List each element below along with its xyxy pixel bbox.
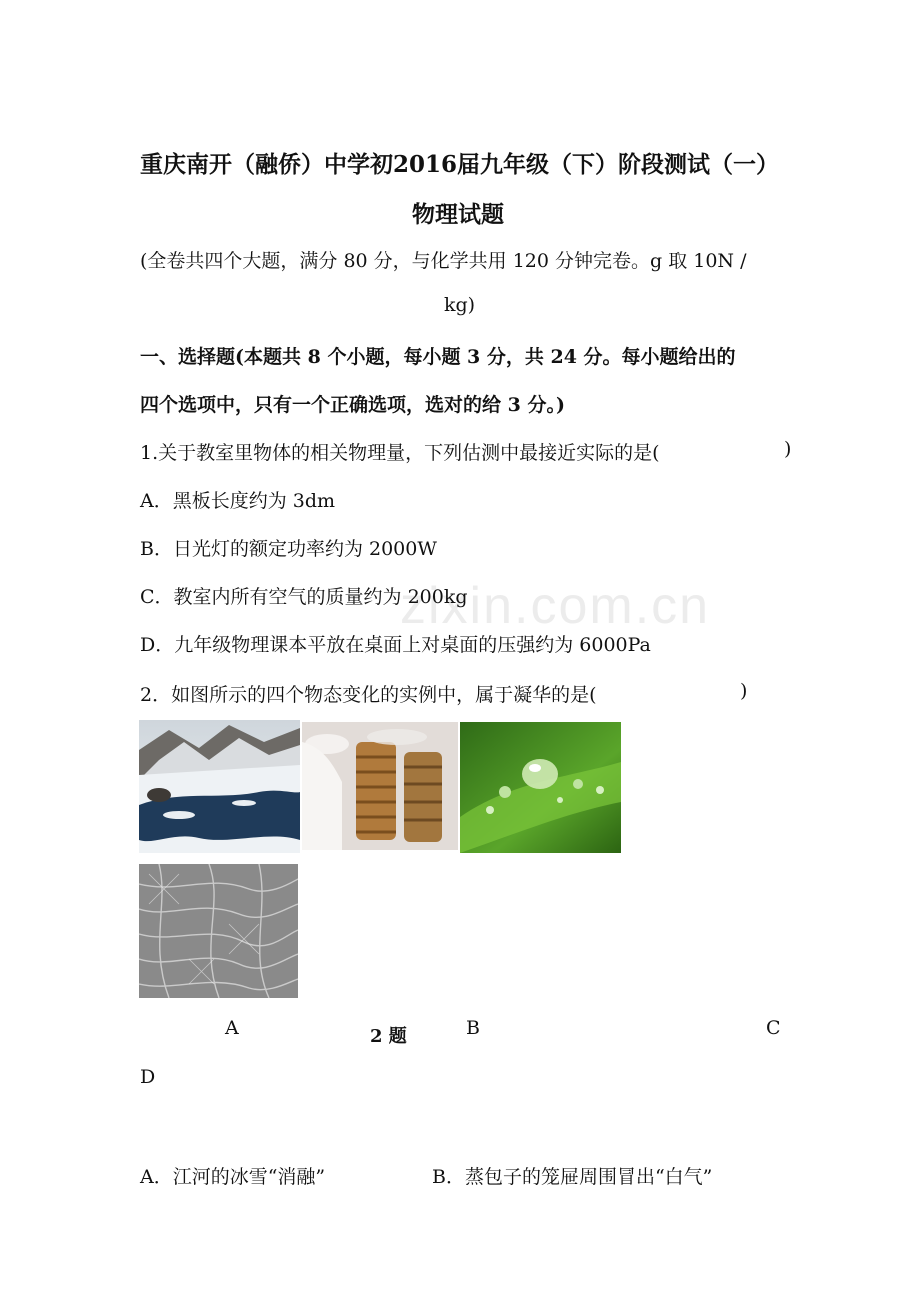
figure-label-c: C (766, 1017, 781, 1039)
photo-d-frost (139, 864, 298, 998)
q1-option-d: D．九年级物理课本平放在桌面上对桌面的压强约为 6000Pa (140, 634, 651, 656)
q2-stem-end: ) (740, 680, 748, 702)
q2-stem: 2．如图所示的四个物态变化的实例中，属于凝华的是( (140, 684, 597, 706)
exam-note-line2: kg) (444, 294, 476, 316)
watermark: zixin.com.cn (400, 577, 711, 635)
exam-note-line1: (全卷共四个大题，满分 80 分，与化学共用 120 分钟完卷。g 取 10N / (140, 250, 747, 272)
figure-label-d: D (140, 1066, 156, 1088)
doc-title: 重庆南开（融侨）中学初2016届九年级（下）阶段测试（一） (140, 151, 780, 178)
q1-option-c: C．教室内所有空气的质量约为 200kg (140, 586, 468, 608)
section-heading-line2: 四个选项中，只有一个正确选项，选对的给 3 分。) (140, 394, 565, 416)
photo-c-dew-leaf (460, 722, 621, 853)
photo-a-river-snow (139, 720, 300, 853)
q2-option-a: A．江河的冰雪“消融” (140, 1166, 326, 1188)
doc-subtitle: 物理试题 (412, 201, 504, 228)
figure-label-a: A (225, 1017, 239, 1039)
photo-b-steamer (302, 722, 458, 850)
figure-label-b: B (466, 1017, 480, 1039)
q1-stem: 1.关于教室里物体的相关物理量，下列估测中最接近实际的是( (140, 442, 660, 464)
q2-option-b: B．蒸包子的笼屉周围冒出“白气” (432, 1166, 713, 1188)
q1-option-a: A．黑板长度约为 3dm (140, 490, 336, 512)
q1-stem-end: ) (784, 438, 792, 460)
q1-option-b: B．日光灯的额定功率约为 2000W (140, 538, 437, 560)
figure-caption: 2 题 (370, 1026, 407, 1047)
section-heading-line1: 一、选择题(本题共 8 个小题，每小题 3 分，共 24 分。每小题给出的 (140, 346, 736, 368)
